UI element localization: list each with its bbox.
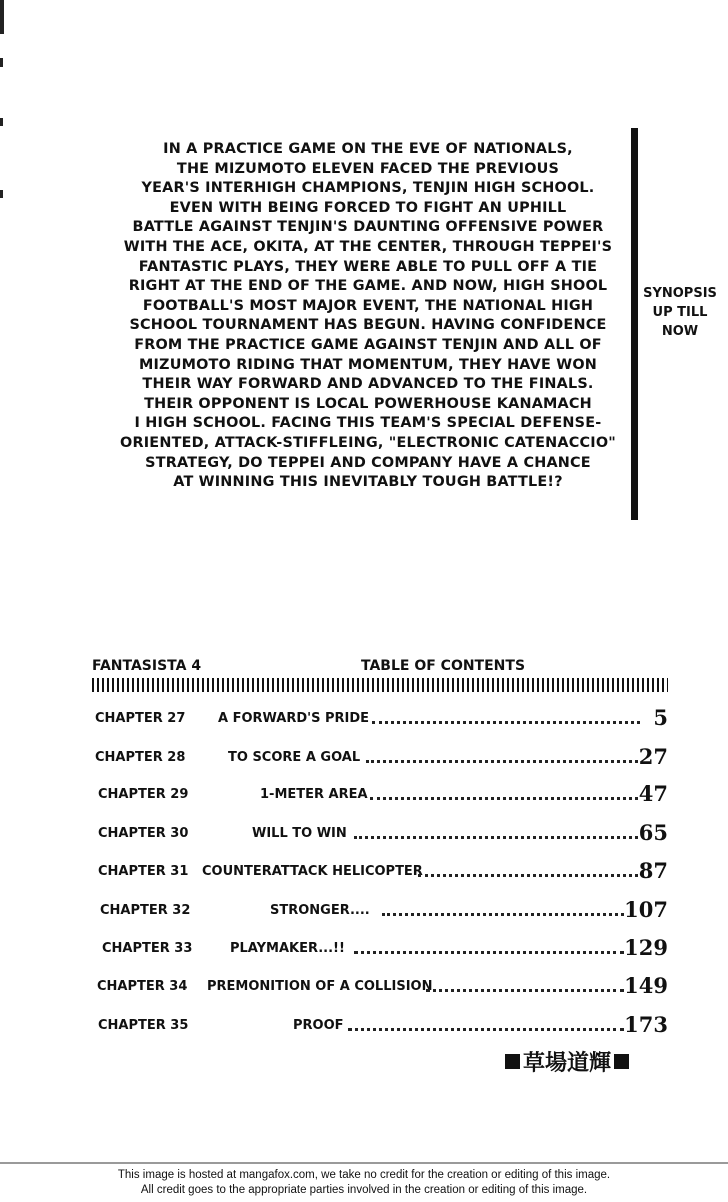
toc-row[interactable] [92,776,668,806]
synopsis-line: THEIR OPPONENT IS LOCAL POWERHOUSE KANAMACH [144,395,592,412]
page-number: 173 [624,1012,668,1037]
leader-dots [370,797,638,800]
page-number: 149 [624,973,668,998]
chapter-title: WILL TO WIN [252,826,347,841]
chapter-title: PREMONITION OF A COLLISION [207,979,433,994]
synopsis-line: MIZUMOTO RIDING THAT MOMENTUM, THEY HAVE WON [138,356,597,373]
hosting-notice-line: All credit goes to the appropriate parties involved in the creation or editing of this image. [140,1184,588,1196]
leader-dots [366,760,638,763]
synopsis-line: ORIENTED, ATTACK-STIFFLEING, "ELECTRONIC CATENACCIO" [120,434,616,451]
synopsis-text [118,140,618,493]
scan-edge-mark [0,0,4,34]
hosting-notice-line: This image is hosted at mangafox.com, we take no credit for the creation or editing of this image. [117,1169,611,1181]
book-title: FANTASISTA 4 [92,658,202,674]
footer-divider [0,1162,728,1164]
leader-dots [382,913,624,916]
synopsis-line: THEIR WAY FORWARD AND ADVANCED TO THE FINALS. [142,376,594,393]
leader-dots [418,874,638,877]
chapter-number: CHAPTER 27 [95,711,186,726]
synopsis-label-line: SYNOPSIS [643,286,717,301]
synopsis-label-line: UP TILL [652,305,708,320]
square-bullet-icon [505,1054,520,1069]
chapter-number: CHAPTER 35 [98,1018,189,1033]
toc-row[interactable] [92,700,668,730]
toc-row[interactable] [92,1007,668,1037]
chapter-number: CHAPTER 29 [98,787,189,802]
chapter-title: 1-METER AREA [260,787,368,802]
chapter-title: TO SCORE A GOAL [228,750,361,765]
synopsis-line: YEAR'S INTERHIGH CHAMPIONS, TENJIN HIGH SCHOOL. [141,180,595,197]
synopsis-line: I HIGH SCHOOL. FACING THIS TEAM'S SPECIAL DEFENSE- [134,415,602,432]
scan-edge-mark [0,118,3,126]
chapter-title: COUNTERATTACK HELICOPTER [202,864,423,879]
toc-row[interactable] [92,853,668,883]
page-number: 107 [624,897,668,922]
chapter-title: STRONGER.... [270,903,370,918]
toc-ruler [92,678,668,692]
synopsis-line: RIGHT AT THE END OF THE GAME. AND NOW, HIGH SHOOL [128,278,608,295]
synopsis-line: STRATEGY, DO TEPPEI AND COMPANY HAVE A CHANCE [145,454,591,471]
page-number: 5 [653,705,668,730]
synopsis-line: SCHOOL TOURNAMENT HAS BEGUN. HAVING CONFIDENCE [129,317,607,334]
synopsis-divider-bar [631,128,638,520]
chapter-title: A FORWARD'S PRIDE [218,711,370,726]
scan-edge-mark [0,58,3,67]
synopsis-line: IN A PRACTICE GAME ON THE EVE OF NATIONALS, [163,141,573,157]
page-number: 47 [638,781,668,806]
synopsis-label [640,284,720,341]
toc-row[interactable] [92,892,668,922]
square-bullet-icon [614,1054,629,1069]
hosting-notice [0,1168,728,1198]
chapter-title: PROOF [293,1018,344,1033]
synopsis-line: FOOTBALL'S MOST MAJOR EVENT, THE NATIONAL HIGH [142,297,594,314]
synopsis-line: FANTASTIC PLAYS, THEY WERE ABLE TO PULL OFF A TIE [138,258,598,275]
leader-dots [354,951,624,954]
synopsis-line: EVEN WITH BEING FORCED TO FIGHT AN UPHILL [169,199,567,216]
toc-row[interactable] [92,815,668,845]
leader-dots [372,721,640,724]
chapter-number: CHAPTER 32 [100,903,191,918]
synopsis-label-line: NOW [661,324,699,339]
chapter-number: CHAPTER 31 [98,864,189,879]
synopsis-line: BATTLE AGAINST TENJIN'S DAUNTING OFFENSIVE POWER [132,219,604,236]
chapter-number: CHAPTER 30 [98,826,189,841]
synopsis-line: FROM THE PRACTICE GAME AGAINST TENJIN AND ALL OF [134,336,602,353]
page-number: 27 [638,744,668,769]
chapter-number: CHAPTER 28 [95,750,186,765]
scan-edge-mark [0,190,3,198]
synopsis-line: THE MIZUMOTO ELEVEN FACED THE PREVIOUS [176,160,560,177]
leader-dots [348,1028,624,1031]
author-name [505,1046,662,1076]
toc-row[interactable] [92,739,668,769]
chapter-number: CHAPTER 33 [102,941,193,956]
toc-row[interactable] [92,930,668,960]
toc-title: TABLE OF CONTENTS [361,658,526,674]
chapter-number: CHAPTER 34 [97,979,188,994]
toc-header [92,658,668,678]
page-number: 65 [638,820,668,845]
page-number: 87 [638,858,668,883]
synopsis-line: WITH THE ACE, OKITA, AT THE CENTER, THROUGH TEPPEI'S [123,238,613,255]
page-number: 129 [624,935,668,960]
chapter-title: PLAYMAKER...!! [230,941,345,956]
leader-dots [426,989,624,992]
author-text: 草場道輝 [523,1049,612,1076]
leader-dots [354,836,638,839]
toc-row[interactable] [92,968,668,998]
synopsis-line: AT WINNING THIS INEVITABLY TOUGH BATTLE!? [173,474,563,491]
